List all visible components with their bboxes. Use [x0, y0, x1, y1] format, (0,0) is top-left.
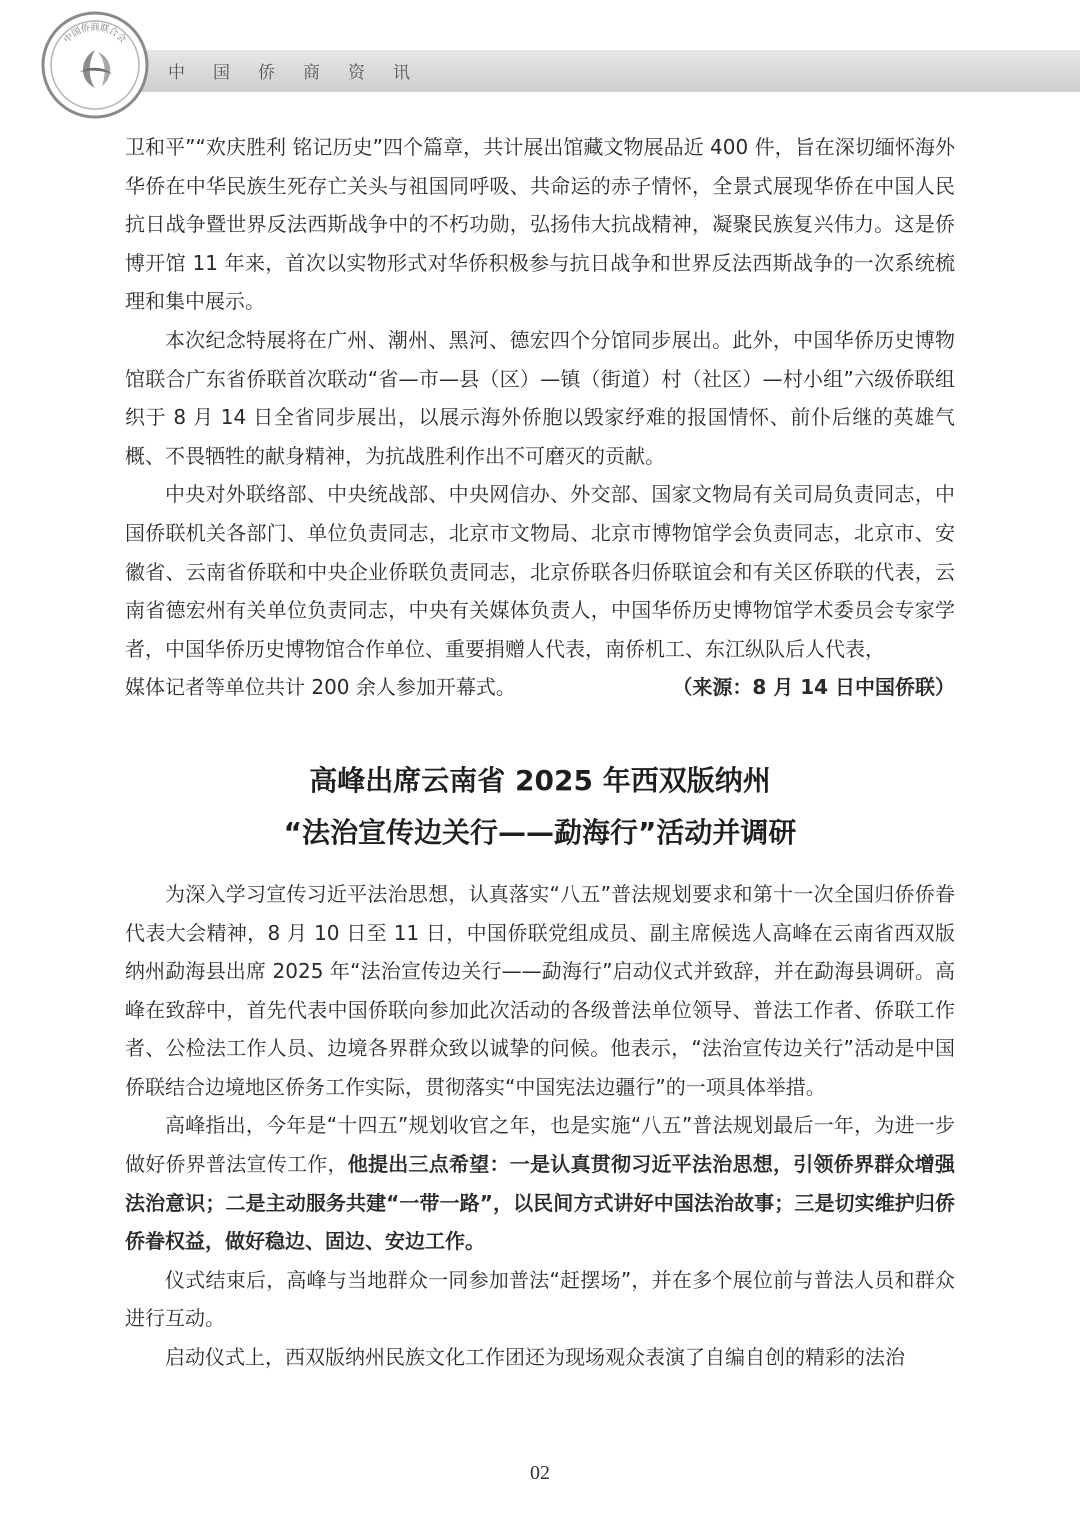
article1-paragraph-1: 卫和平”“欢庆胜利 铭记历史”四个篇章，共计展出馆藏文物展品近 400 件，旨在深切缅怀海外华侨在中华民族生死存亡关头与祖国同呼吸、共命运的赤子情怀，全景式展现华侨在中国人民抗日战争暨世界反法西斯战争中的不朽功勋，弘扬伟大抗战精神，凝聚民族复兴伟力。这是侨博开馆 11 年来，首次以实物形式对华侨积极参与抗日战争和世界反法西斯战争的一次系统梳理和集中展示。 — [125, 135, 955, 314]
article2-paragraph-2-normal: 高峰指出，今年是“十四五”规划收官之年，也是实施“八五”普法规划最后一年，为进一步做好侨界普法宣传工作， — [125, 1113, 955, 1177]
article2-paragraph-1: 为深入学习宣传习近平法治思想，认真落实“八五”普法规划要求和第十一次全国归侨侨眷代表大会精神，8 月 10 日至 11 日，中国侨联党组成员、副主席候选人高峰在云南省西双版纳州勐海县出席 2025 年“法治宣传边关行——勐海行”启动仪式并致辞，并在勐海县调研。高峰在致辞中，首先代表中国侨联向参加此次活动的各级普法单位领导、普法工作者、侨联工作者、公检法工作人员、边境各界群众致以诚挚的问候。他表示，“法治宣传边关行”活动是中国侨联结合边境地区侨务工作实际，贯彻落实“中国宪法边疆行”的一项具体举措。 — [125, 881, 955, 1099]
article1-source: （来源：8 月 14 日中国侨联） — [672, 675, 955, 700]
main-content — [125, 128, 955, 1377]
article2-paragraph-4: 启动仪式上，西双版纳州民族文化工作团还为现场观众表演了自编自创的精彩的法治 — [165, 1345, 905, 1370]
article1-paragraph-3-end: 媒体记者等单位共计 200 余人参加开幕式。 — [125, 675, 516, 700]
article1-paragraph-2: 本次纪念特展将在广州、潮州、黑河、德宏四个分馆同步展出。此外，中国华侨历史博物馆联合广东省侨联首次联动“省—市—县（区）—镇（街道）村（社区）—村小组”六级侨联组织于 8 月 14 日全省同步展出，以展示海外侨胞以毁家纾难的报国情怀、前仆后继的英雄气概、不畏牺牲的献身精神，为抗战胜利作出不可磨灭的贡献。 — [125, 327, 955, 468]
article2-paragraph-3: 仪式结束后，高峰与当地群众一同参加普法“赶摆场”，并在多个展位前与普法人员和群众进行互动。 — [125, 1267, 955, 1331]
article2-title-line-2: “法治宣传边关行——勐海行”活动并调研 — [283, 815, 797, 849]
article2-paragraph-2 — [125, 1106, 955, 1260]
article2-title — [125, 755, 955, 859]
article1-closing-line — [125, 668, 955, 707]
article2-title-line-1: 高峰出席云南省 2025 年西双版纳州 — [309, 763, 771, 797]
article1-paragraph-3: 中央对外联络部、中央统战部、中央网信办、外交部、国家文物局有关司局负责同志，中国侨联机关各部门、单位负责同志，北京市文物局、北京市博物馆学会负责同志，北京市、安徽省、云南省侨联和中央企业侨联负责同志，北京侨联各归侨联谊会和有关区侨联的代表，云南省德宏州有关单位负责同志，中央有关媒体负责人，中国华侨历史博物馆学术委员会专家学者，中国华侨历史博物馆合作单位、重要捐赠人代表，南侨机工、东江纵队后人代表， — [125, 482, 955, 661]
header-title: 中国侨商资讯 — [168, 63, 438, 83]
article2-paragraph-2-bold: 他提出三点希望：一是认真贯彻习近平法治思想，引领侨界群众增强法治意识；二是主动服务共建“一带一路”，以民间方式讲好中国法治故事；三是切实维护归侨侨眷权益，做好稳边、固边、安边工作。 — [125, 1152, 955, 1254]
logo-text-ring: 中国侨商联合会 — [62, 23, 128, 46]
logo — [40, 10, 150, 120]
page-number: 02 — [530, 1462, 550, 1484]
